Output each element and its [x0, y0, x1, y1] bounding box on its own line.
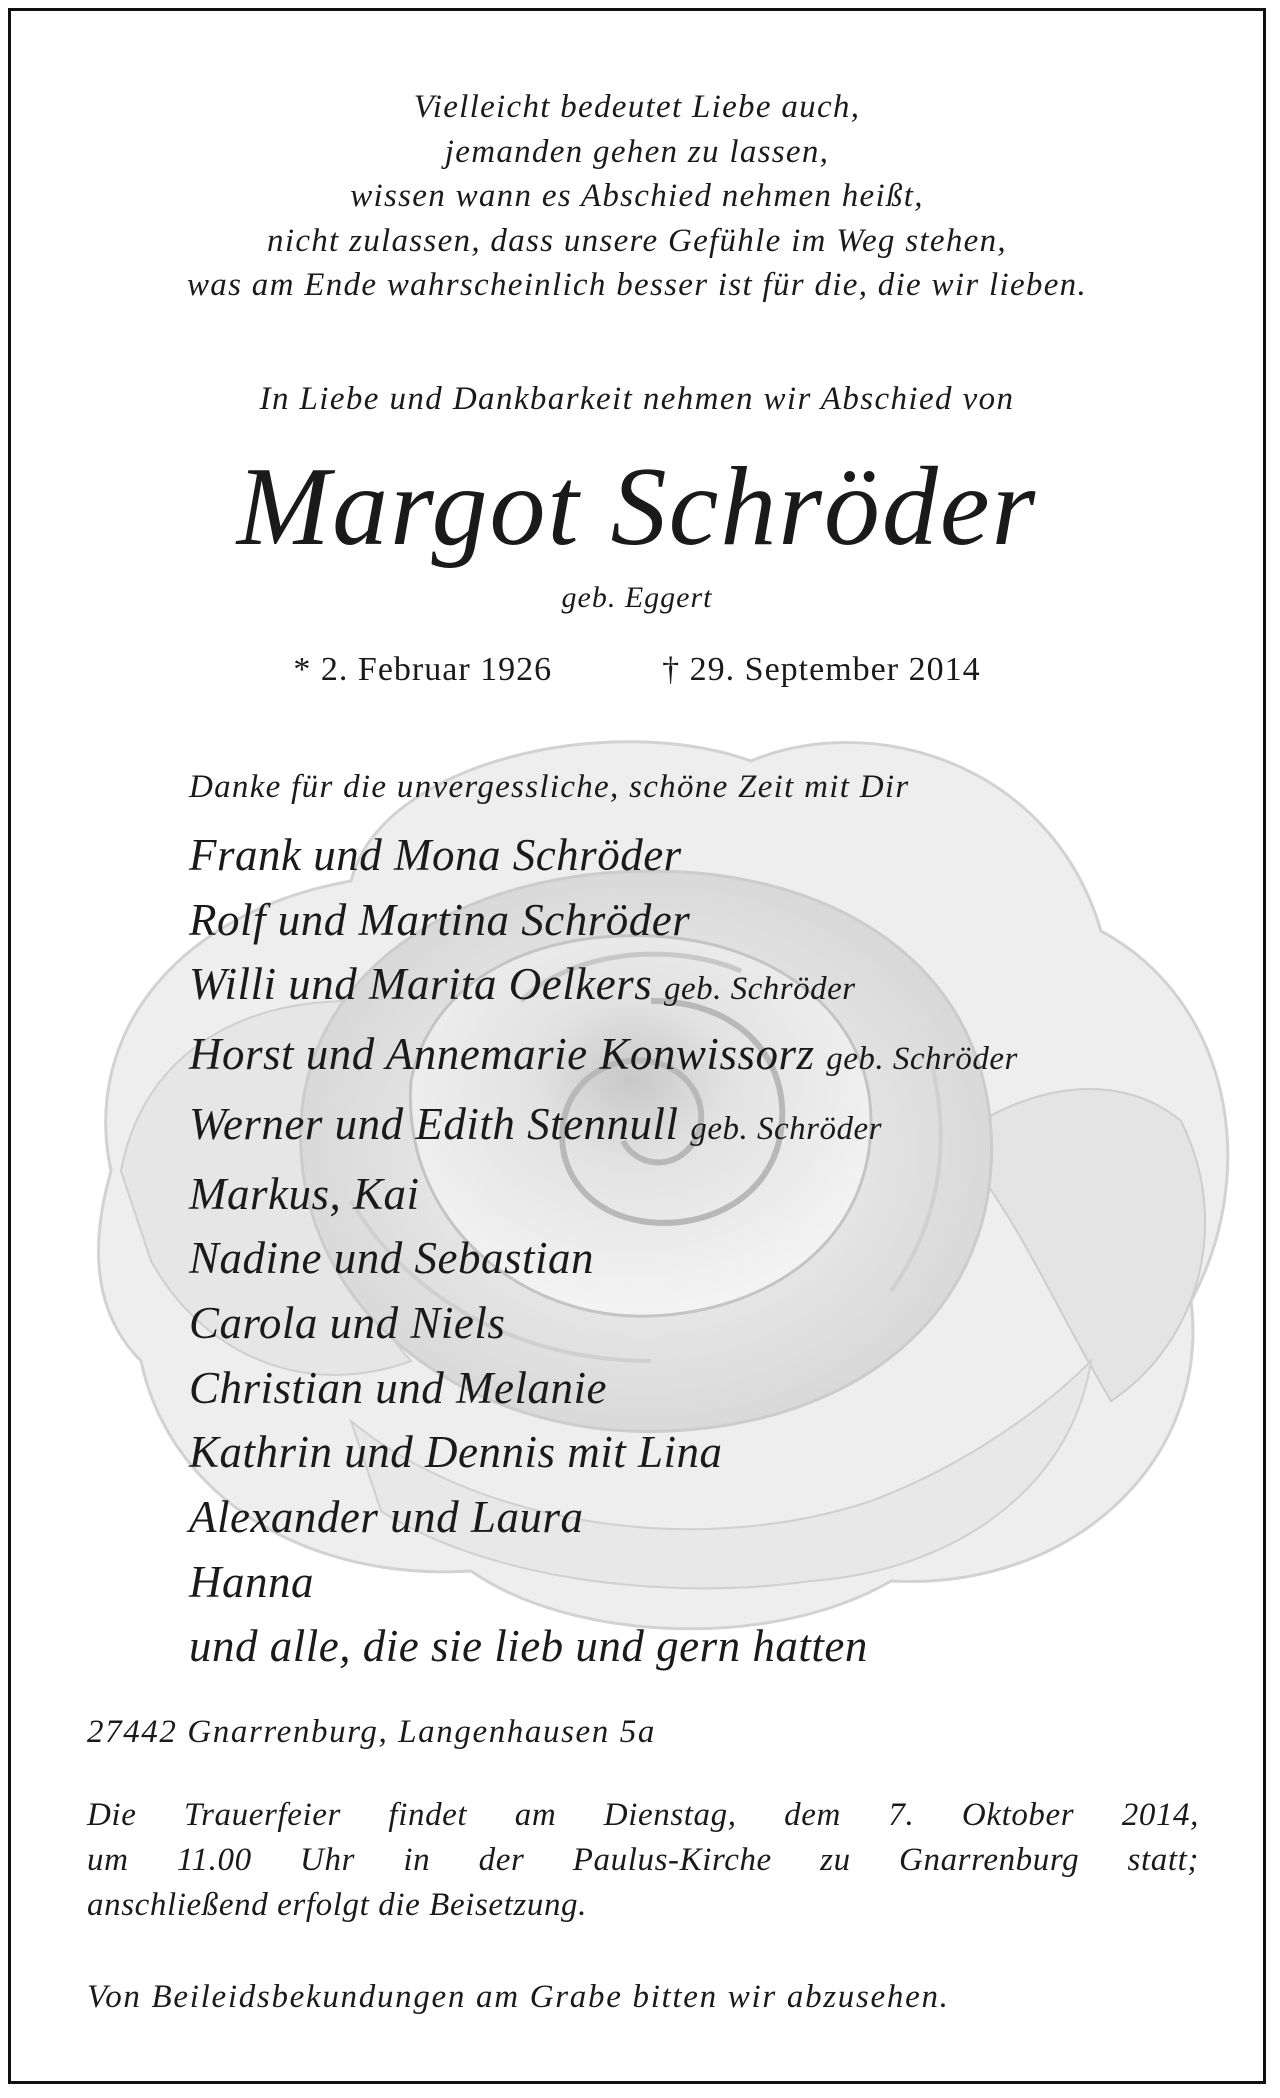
- mourner-entry: [189, 1356, 1018, 1421]
- birth-date: * 2. Februar 1926: [293, 651, 553, 688]
- mourner-name: Horst und Annemarie Konwissorz: [189, 1029, 815, 1080]
- poem-line: Vielleicht bedeutet Liebe auch,: [413, 89, 861, 125]
- funeral-line: um 11.00 Uhr in der Paulus-Kirche zu Gnarrenburg statt;: [87, 1842, 1199, 1878]
- poem-line: jemanden gehen zu lassen,: [444, 133, 830, 170]
- thanks-line: Danke für die unvergessliche, schöne Zeit mit Dir: [189, 769, 910, 805]
- mourner-name: Rolf und Martina Schröder: [189, 894, 691, 945]
- poem-line: nicht zulassen, dass unsere Gefühle im Weg stehen,: [267, 222, 1007, 259]
- address: 27442 Gnarrenburg, Langenhausen 5a: [87, 1714, 656, 1750]
- funeral-line: anschließend erfolgt die Beisetzung.: [87, 1887, 588, 1923]
- funeral-info: [87, 1793, 1199, 1928]
- mourner-entry: [189, 1550, 1018, 1615]
- mourner-entry: [189, 1226, 1018, 1291]
- mourner-entry: [189, 823, 1018, 888]
- mourner-entry: [189, 1485, 1018, 1550]
- funeral-line: Die Trauerfeier findet am Dienstag, dem 7. Oktober 2014,: [87, 1797, 1199, 1833]
- mourner-name: Markus, Kai: [189, 1168, 420, 1219]
- intro-line: In Liebe und Dankbarkeit nehmen wir Abschied von: [259, 381, 1015, 417]
- mourner-name: Nadine und Sebastian: [189, 1233, 594, 1284]
- mourners-list: [189, 823, 1018, 1679]
- mourner-name: Kathrin und Dennis mit Lina: [189, 1427, 723, 1478]
- obituary-notice: [8, 8, 1266, 2084]
- mourner-name: Alexander und Laura: [189, 1492, 584, 1543]
- mourner-name: und alle, die sie lieb und gern hatten: [189, 1621, 868, 1672]
- mourner-entry: [189, 1420, 1018, 1485]
- mourner-name: Hanna: [189, 1556, 314, 1607]
- mourner-entry: [189, 1614, 1018, 1679]
- mourner-entry: [189, 1022, 1018, 1092]
- mourner-name: Werner und Edith Stennull: [189, 1098, 679, 1149]
- poem: [11, 85, 1263, 308]
- mourner-name: Christian und Melanie: [189, 1362, 607, 1413]
- mourner-nee: geb. Schröder: [690, 1110, 882, 1147]
- mourner-entry: [189, 1092, 1018, 1162]
- mourner-entry: [189, 1291, 1018, 1356]
- mourner-name: Willi und Marita Oelkers: [189, 959, 653, 1010]
- poem-line: was am Ende wahrscheinlich besser ist für die, die wir lieben.: [186, 267, 1088, 303]
- deceased-name: Margot Schröder: [236, 445, 1038, 569]
- mourner-nee: geb. Schröder: [663, 971, 856, 1008]
- poem-line: wissen wann es Abschied nehmen heißt,: [350, 178, 924, 214]
- mourner-name: Carola und Niels: [189, 1297, 506, 1348]
- death-date: † 29. September 2014: [662, 651, 981, 688]
- mourner-entry: [189, 952, 1018, 1022]
- mourner-name: Frank und Mona Schröder: [189, 830, 682, 880]
- mourner-entry: [189, 1162, 1018, 1227]
- mourner-nee: geb. Schröder: [826, 1041, 1018, 1078]
- condolence-note: Von Beileidsbekundungen am Grabe bitten wir abzusehen.: [87, 1979, 950, 2015]
- mourner-entry: [189, 888, 1018, 953]
- life-dates: [11, 651, 1263, 689]
- birth-name: geb. Eggert: [561, 581, 713, 614]
